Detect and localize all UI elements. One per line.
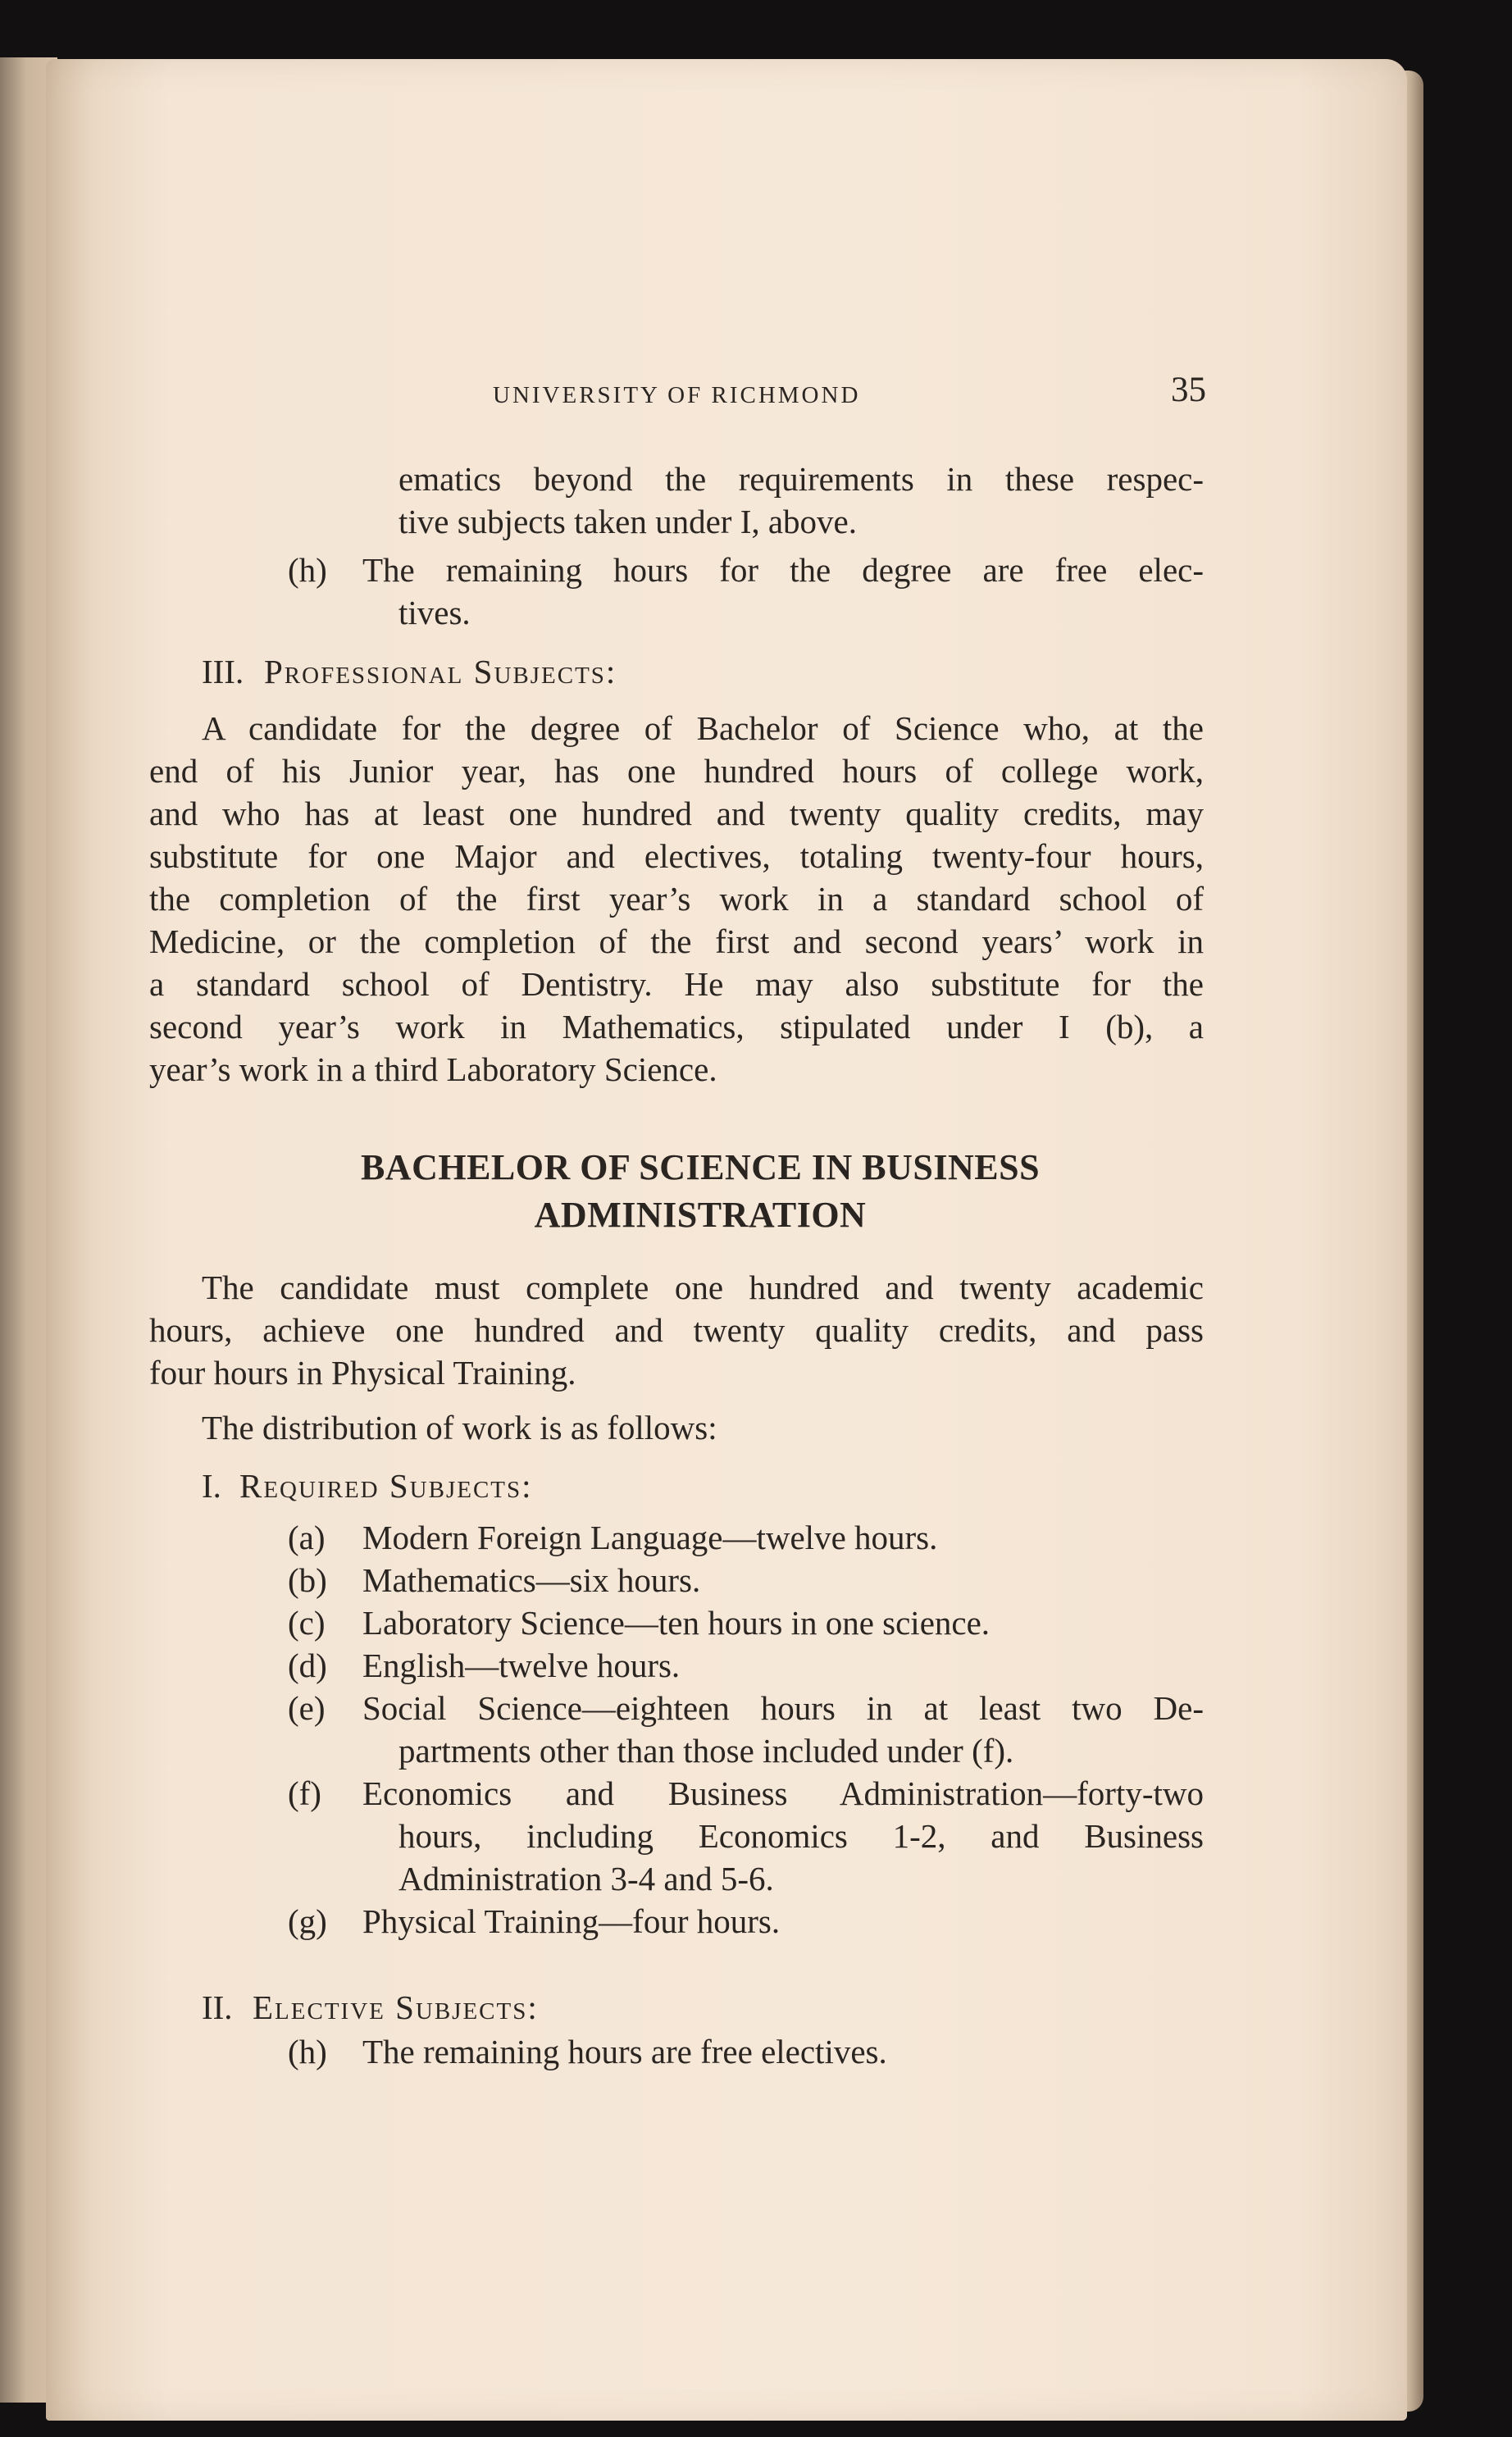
req-item-a-text: Modern Foreign Language—twelve hours. bbox=[362, 1519, 938, 1556]
section-heading-bsba-line-1: BACHELOR OF SCIENCE IN BUSINESS bbox=[360, 1147, 1041, 1187]
item-h-line-1: The remaining hours for the degree are free elec- bbox=[362, 551, 1204, 589]
page-number: 35 bbox=[1171, 371, 1206, 409]
continuation-line-1: ematics beyond the requirements in these respec- bbox=[398, 460, 1204, 498]
running-header: UNIVERSITY OF RICHMOND bbox=[493, 382, 861, 408]
continuation-line-2: tive subjects taken under I, above. bbox=[398, 503, 858, 540]
professional-line-4: substitute for one Major and electives, totaling twenty-four hours, bbox=[149, 837, 1204, 875]
elective-item-h-label: (h) bbox=[288, 2033, 327, 2070]
section-numeral-iii: III. bbox=[202, 653, 244, 690]
section-numeral-i: I. bbox=[202, 1467, 221, 1505]
req-item-d-text: English—twelve hours. bbox=[362, 1647, 681, 1684]
section-title-professional: Professional Subjects: bbox=[264, 653, 617, 690]
bsba-intro-line-2: hours, achieve one hundred and twenty quality credits, and pass bbox=[149, 1311, 1204, 1349]
req-item-f-line-1: Economics and Business Administration—forty-two bbox=[362, 1774, 1204, 1812]
req-item-c-text: Laboratory Science—ten hours in one science. bbox=[362, 1604, 991, 1642]
section-title-required: Required Subjects: bbox=[239, 1467, 533, 1505]
professional-line-5: the completion of the first year’s work in a standard school of bbox=[149, 880, 1204, 918]
req-item-a-label: (a) bbox=[288, 1519, 326, 1556]
elective-item-h-text: The remaining hours are free electives. bbox=[362, 2033, 887, 2070]
professional-line-3: and who has at least one hundred and twenty quality credits, may bbox=[149, 795, 1204, 832]
req-item-e-label: (e) bbox=[288, 1689, 326, 1727]
req-item-b-label: (b) bbox=[288, 1561, 327, 1599]
bsba-intro-line-3: four hours in Physical Training. bbox=[149, 1354, 576, 1392]
section-numeral-ii: II. bbox=[202, 1988, 233, 2026]
distribution-line: The distribution of work is as follows: bbox=[202, 1409, 717, 1446]
professional-line-2: end of his Junior year, has one hundred hours of college work, bbox=[149, 752, 1204, 790]
req-item-c-label: (c) bbox=[288, 1604, 326, 1642]
professional-line-8: second year’s work in Mathematics, stipulated under I (b), a bbox=[149, 1008, 1204, 1045]
req-item-e-line-1: Social Science—eighteen hours in at least two De- bbox=[362, 1689, 1204, 1727]
bsba-intro-line-1: The candidate must complete one hundred and twenty academic bbox=[202, 1269, 1204, 1306]
professional-line-9: year’s work in a third Laboratory Science. bbox=[149, 1050, 717, 1088]
req-item-e-line-2: partments other than those included under (f). bbox=[398, 1732, 1014, 1770]
req-item-f-line-3: Administration 3-4 and 5-6. bbox=[398, 1860, 774, 1897]
req-item-g-text: Physical Training—four hours. bbox=[362, 1902, 781, 1940]
book-page bbox=[46, 59, 1407, 2421]
req-item-f-label: (f) bbox=[288, 1774, 321, 1812]
item-h-label: (h) bbox=[288, 551, 327, 589]
req-item-g-label: (g) bbox=[288, 1902, 327, 1940]
req-item-f-line-2: hours, including Economics 1-2, and Business bbox=[398, 1817, 1204, 1855]
item-h-line-2: tives. bbox=[398, 594, 471, 631]
professional-line-1: A candidate for the degree of Bachelor of Science who, at the bbox=[202, 709, 1204, 747]
professional-line-7: a standard school of Dentistry. He may also substitute for the bbox=[149, 965, 1204, 1003]
req-item-b-text: Mathematics—six hours. bbox=[362, 1561, 701, 1599]
professional-line-6: Medicine, or the completion of the first and second years’ work in bbox=[149, 922, 1204, 960]
section-heading-bsba-line-2: ADMINISTRATION bbox=[534, 1195, 867, 1235]
req-item-d-label: (d) bbox=[288, 1647, 327, 1684]
section-title-elective: Elective Subjects: bbox=[253, 1988, 539, 2026]
